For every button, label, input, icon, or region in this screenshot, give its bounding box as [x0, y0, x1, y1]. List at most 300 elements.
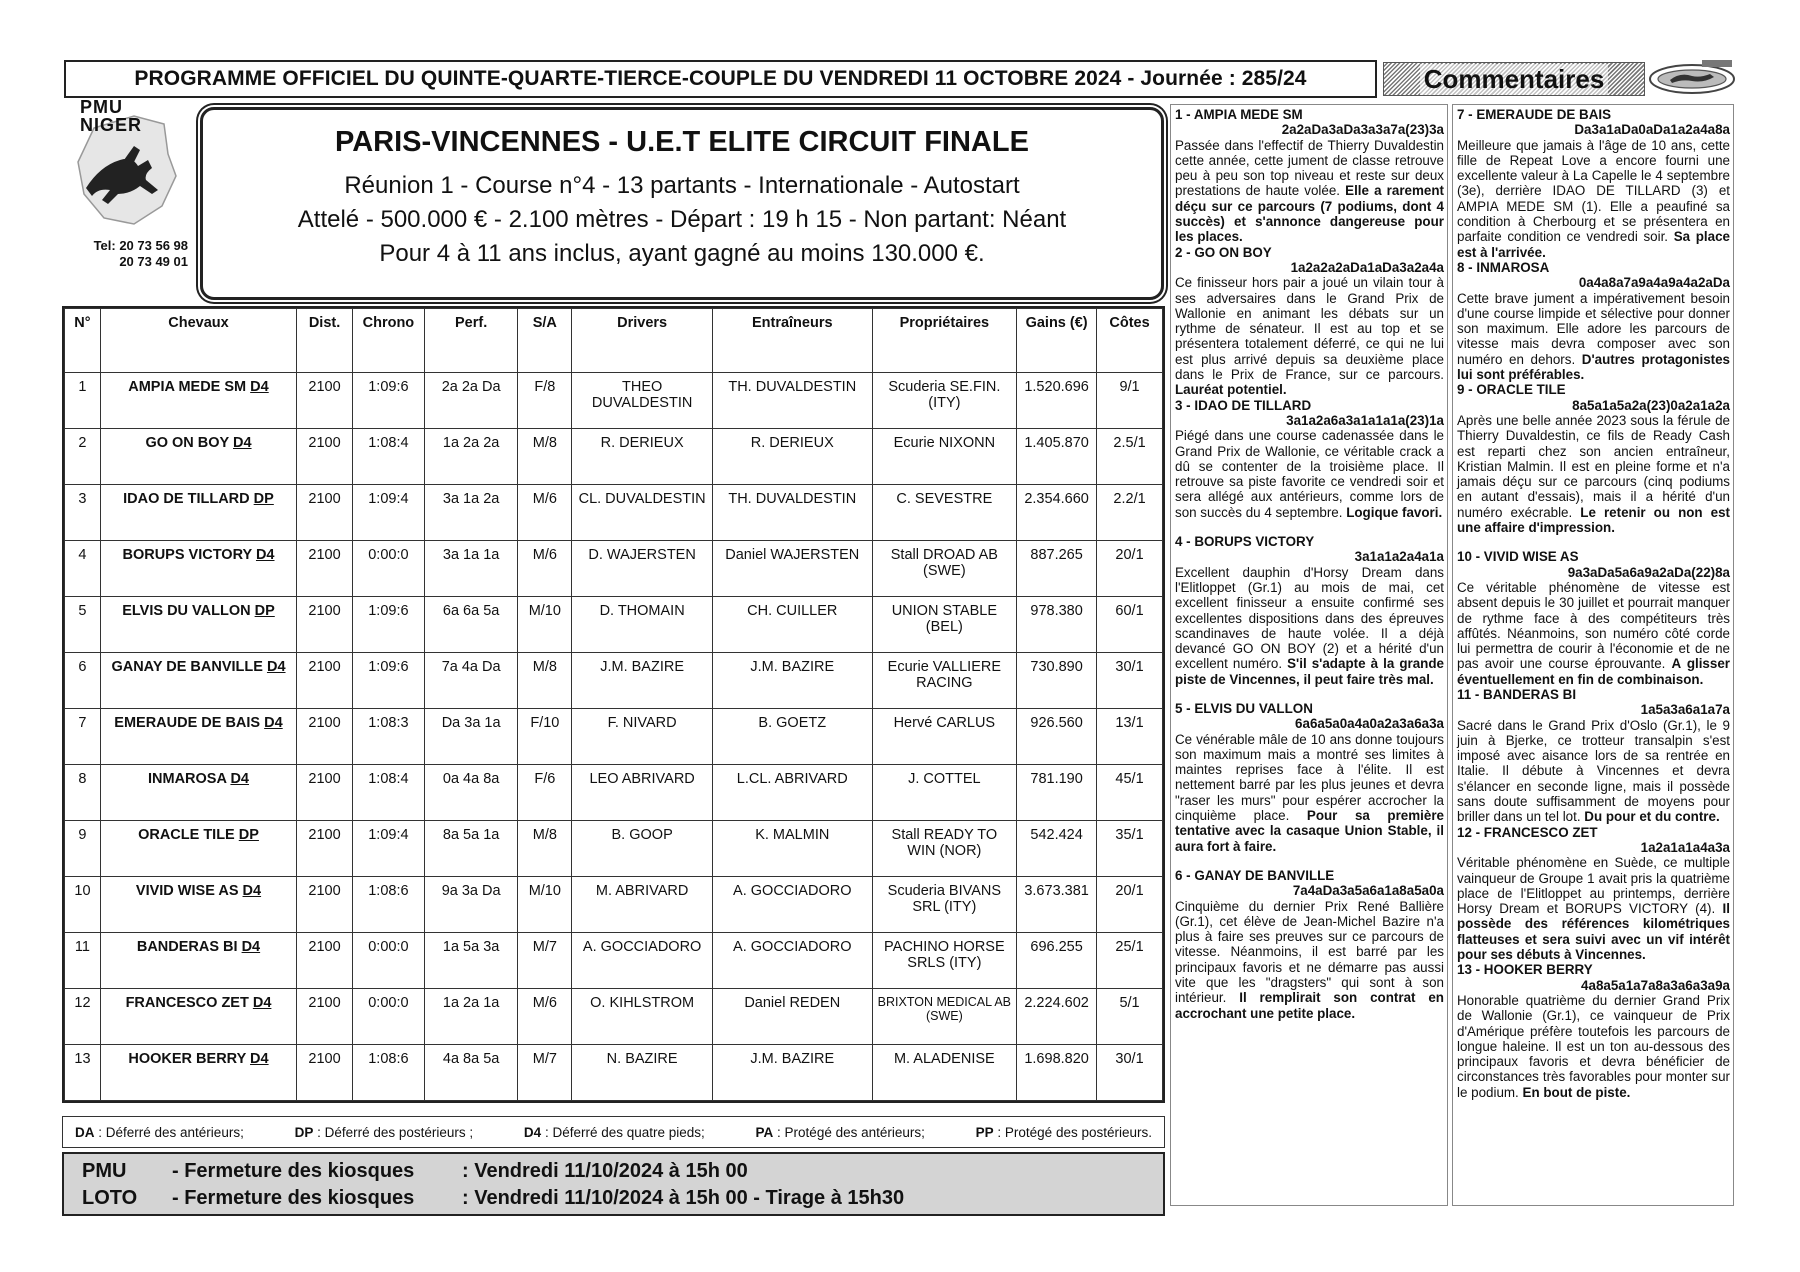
page-banner: PROGRAMME OFFICIEL DU QUINTE-QUARTE-TIERCE-COUPLE DU VENDREDI 11 OCTOBRE 2024 - Journée : 285/24	[64, 60, 1377, 98]
legend-item	[524, 1125, 705, 1140]
cell-perf: 8a 5a 1a	[424, 821, 518, 877]
horse-name: VIVID WISE AS	[135, 883, 239, 899]
table-row	[65, 765, 1163, 821]
cell-gains: 542.424	[1017, 821, 1097, 877]
cell-owner: PACHINO HORSE SRLS (ITY)	[872, 933, 1017, 989]
cell-cote: 2.5/1	[1097, 429, 1163, 485]
cell-driver: A. GOCCIADORO	[572, 933, 713, 989]
legend-bar	[62, 1116, 1165, 1148]
comment-body: Piégé dans une course cadenassée dans le Grand Prix de Wallonie, ce véritable crack a dû se contenter de la troisième place. Il retrouve sa piste favorite ce vendredi soir et sera allégé aux antérieurs, comme lors de son succès du 4 septembre.	[1175, 428, 1444, 520]
comment-form-code: 2a2aDa3aDa3a3a7a(23)3a	[1281, 122, 1444, 138]
cell-dist: 2100	[297, 821, 353, 877]
comment-entry	[1457, 549, 1730, 687]
cell-name	[100, 541, 296, 597]
cell-owner: Hervé CARLUS	[872, 709, 1017, 765]
cell-cote: 13/1	[1097, 709, 1163, 765]
comment-verdict: Sa place est à l'arrivée.	[1457, 229, 1730, 260]
column-header: Chevaux	[100, 309, 296, 373]
comments-title: Commentaires	[1420, 64, 1609, 95]
comment-text	[1457, 413, 1730, 535]
legend-text: : Déferré des antérieurs;	[94, 1124, 244, 1140]
cell-gains: 730.890	[1017, 653, 1097, 709]
cell-sa: M/8	[518, 821, 572, 877]
comment-entry	[1457, 260, 1730, 382]
cell-driver: CL. DUVALDESTIN	[572, 485, 713, 541]
cell-trainer: CH. CUILLER	[712, 597, 872, 653]
table-body	[65, 373, 1163, 1101]
pmu-horse-icon	[1646, 58, 1738, 96]
cell-owner: Scuderia SE.FIN. (ITY)	[872, 373, 1017, 429]
table-row	[65, 541, 1163, 597]
runners-table	[64, 308, 1163, 1101]
cell-sa: M/10	[518, 597, 572, 653]
cell-name	[100, 709, 296, 765]
cell-perf: 7a 4a Da	[424, 653, 518, 709]
comment-form-code: 6a6a5a0a4a0a2a3a6a3a	[1295, 716, 1444, 732]
cell-cote: 60/1	[1097, 597, 1163, 653]
comment-entry	[1175, 107, 1444, 245]
closing-times	[62, 1152, 1165, 1216]
cell-n: 5	[65, 597, 101, 653]
comment-form-code: Da3a1aDa0aDa1a2a4a8a	[1574, 122, 1730, 138]
table-row	[65, 373, 1163, 429]
cell-dist: 2100	[297, 1045, 353, 1101]
comment-entry	[1457, 107, 1730, 260]
cell-gains: 781.190	[1017, 765, 1097, 821]
cell-perf: Da 3a 1a	[424, 709, 518, 765]
comment-verdict: Logique favori.	[1346, 504, 1443, 520]
shoeing-code: D4	[242, 883, 262, 899]
comment-body: Après une belle année 2023 sous la férule de Thierry Duvaldestin, ce fils de Ready Cash est reparti chez son ancien entraîneur, Kristian Malmin. Il est en pleine forme et n'a jamais déçu sur ce parcours (cinq podiums en autant d'essais), mais il a hérité d'un numéro exécrable.	[1457, 412, 1730, 520]
closing-game: PMU	[82, 1160, 127, 1182]
closing-label: - Fermeture des kiosques	[172, 1160, 415, 1182]
cell-trainer: TH. DUVALDESTIN	[712, 485, 872, 541]
legend-code: D4	[523, 1124, 542, 1140]
cell-chrono: 1:08:3	[352, 709, 424, 765]
legend-code: PA	[755, 1124, 774, 1140]
cell-perf: 9a 3a Da	[424, 877, 518, 933]
cell-trainer: A. GOCCIADORO	[712, 877, 872, 933]
closing-label: - Fermeture des kiosques	[172, 1187, 415, 1209]
column-header: Perf.	[424, 309, 518, 373]
comment-body: Ce véritable phénomène de vitesse est absent depuis le 30 juillet et pourrait manquer de rythme face à des compétiteurs très affûtés. Néanmoins, son numéro côté corde lui permettra de courir à l'économie et de ne pas avoir une course éprouvante.	[1457, 579, 1730, 672]
comment-form-code: 1a2a2a2aDa1aDa3a2a4a	[1290, 259, 1444, 275]
cell-sa: M/6	[518, 485, 572, 541]
cell-chrono: 1:08:4	[352, 765, 424, 821]
comment-body: Cinquième du dernier Prix René Ballière (Gr.1), cet élève de Jean-Michel Bazire n'a plus à faire ses preuves sur ce parcours de vitesse. Néanmoins, il est barré par les principaux favoris et ne démarre pas aussi vite que les "dragsters" qui sont à son intérieur.	[1175, 898, 1444, 1006]
comment-text	[1175, 565, 1444, 687]
comment-form-code: 4a8a5a1a7a8a3a6a3a9a	[1581, 977, 1730, 993]
logo-text	[80, 98, 200, 134]
cell-dist: 2100	[297, 989, 353, 1045]
cell-cote: 20/1	[1097, 877, 1163, 933]
cell-perf: 3a 1a 2a	[424, 485, 518, 541]
legend-code: DA	[75, 1124, 95, 1140]
comment-body: Meilleure que jamais à l'âge de 10 ans, cette fille de Repeat Love a encore fourni une excellente valeur à La Capelle le 4 septembre (3e), derrière IDAO DE TILLARD (3) et AMPIA MEDE SM (1). Elle a peaufiné sa condition à Cherbourg et se présentera en parfaite condition ce vendredi soir.	[1457, 137, 1730, 245]
column-header: S/A	[518, 309, 572, 373]
cell-name	[100, 877, 296, 933]
cell-n: 12	[65, 989, 101, 1045]
table-row	[65, 877, 1163, 933]
cell-dist: 2100	[297, 877, 353, 933]
cell-n: 10	[65, 877, 101, 933]
legend-text: : Déferré des quatre pieds;	[541, 1124, 705, 1140]
comment-form-code: 1a2a1a1a4a3a	[1640, 839, 1730, 855]
cell-n: 9	[65, 821, 101, 877]
cell-cote: 25/1	[1097, 933, 1163, 989]
cell-trainer: A. GOCCIADORO	[712, 933, 872, 989]
cell-trainer: J.M. BAZIRE	[712, 1045, 872, 1101]
legend-text: : Protégé des postérieurs.	[993, 1124, 1152, 1140]
cell-dist: 2100	[297, 541, 353, 597]
cell-name	[100, 653, 296, 709]
comment-text	[1457, 855, 1730, 962]
shoeing-code: D4	[241, 939, 261, 955]
comment-horse: 10 - VIVID WISE AS	[1457, 549, 1579, 565]
horse-name: BANDERAS BI	[136, 939, 238, 955]
cell-driver: R. DERIEUX	[572, 429, 713, 485]
shoeing-code: D4	[266, 659, 286, 675]
closing-game: LOTO	[82, 1187, 138, 1209]
column-header: Côtes	[1097, 309, 1163, 373]
cell-name	[100, 989, 296, 1045]
shoeing-code: D4	[250, 379, 269, 395]
comment-body: Cette brave jument a impérativement besoin d'une course limpide et sélective pour donner son maximum. Elle adore les parcours de vitesse mais devra composer avec son numéro en dehors.	[1457, 290, 1730, 367]
cell-driver: N. BAZIRE	[572, 1045, 713, 1101]
cell-cote: 30/1	[1097, 653, 1163, 709]
cell-gains: 926.560	[1017, 709, 1097, 765]
closing-row	[82, 1185, 1163, 1212]
cell-owner: C. SEVESTRE	[872, 485, 1017, 541]
comment-horse: 9 - ORACLE TILE	[1457, 382, 1566, 398]
cell-gains: 887.265	[1017, 541, 1097, 597]
cell-sa: F/6	[518, 765, 572, 821]
comment-form-code: 7a4aDa3a5a6a1a8a5a0a	[1292, 883, 1444, 899]
comment-verdict: D'autres protagonistes lui sont préférables.	[1457, 351, 1730, 383]
comment-verdict: A glisser éventuellement en fin de combinaison.	[1457, 656, 1730, 687]
cell-dist: 2100	[297, 597, 353, 653]
cell-n: 3	[65, 485, 101, 541]
cell-perf: 4a 8a 5a	[424, 1045, 518, 1101]
cell-n: 2	[65, 429, 101, 485]
comment-horse: 3 - IDAO DE TILLARD	[1175, 397, 1312, 413]
cell-gains: 2.354.660	[1017, 485, 1097, 541]
comment-text	[1457, 138, 1730, 260]
cell-driver: D. WAJERSTEN	[572, 541, 713, 597]
shoeing-code: DP	[254, 603, 275, 619]
cell-cote: 20/1	[1097, 541, 1163, 597]
cell-perf: 0a 4a 8a	[424, 765, 518, 821]
comment-verdict: En bout de piste.	[1522, 1084, 1631, 1100]
cell-cote: 45/1	[1097, 765, 1163, 821]
cell-dist: 2100	[297, 653, 353, 709]
cell-chrono: 0:00:0	[352, 541, 424, 597]
cell-sa: M/8	[518, 429, 572, 485]
cell-driver: F. NIVARD	[572, 709, 713, 765]
race-title-box	[200, 107, 1164, 300]
column-header: Dist.	[297, 309, 353, 373]
comment-horse: 11 - BANDERAS BI	[1457, 686, 1577, 702]
horse-name: GO ON BOY	[145, 435, 229, 451]
comment-horse: 7 - EMERAUDE DE BAIS	[1457, 107, 1612, 122]
cell-gains: 696.255	[1017, 933, 1097, 989]
comment-horse: 2 - GO ON BOY	[1175, 244, 1272, 260]
comment-text	[1457, 580, 1730, 687]
table-row	[65, 485, 1163, 541]
table-row	[65, 709, 1163, 765]
cell-name	[100, 429, 296, 485]
cell-trainer: J.M. BAZIRE	[712, 653, 872, 709]
cell-perf: 2a 2a Da	[424, 373, 518, 429]
shoeing-code: D4	[252, 995, 272, 1011]
cell-n: 4	[65, 541, 101, 597]
table-row	[65, 653, 1163, 709]
comment-verdict: Le retenir ou non est une affaire d'impression.	[1457, 504, 1731, 536]
cell-name	[100, 597, 296, 653]
horse-name: INMAROSA	[148, 771, 227, 787]
horse-name: ELVIS DU VALLON	[122, 603, 251, 619]
cell-perf: 1a 5a 3a	[424, 933, 518, 989]
comment-form-code: 1a5a3a6a1a7a	[1640, 702, 1730, 718]
comment-entry	[1175, 398, 1444, 520]
closing-time: : Vendredi 11/10/2024 à 15h 00	[462, 1160, 748, 1182]
cell-cote: 35/1	[1097, 821, 1163, 877]
cell-sa: F/10	[518, 709, 572, 765]
spacer	[1175, 854, 1444, 868]
comment-verdict: Pour sa première tentative avec la casaque Union Stable, il aura fort à faire.	[1175, 808, 1444, 854]
table-row	[65, 597, 1163, 653]
cell-owner: Scuderia BIVANS SRL (ITY)	[872, 877, 1017, 933]
table-row	[65, 989, 1163, 1045]
legend-item	[75, 1125, 244, 1140]
cell-gains: 1.405.870	[1017, 429, 1097, 485]
comments-header	[1383, 62, 1645, 96]
cell-dist: 2100	[297, 709, 353, 765]
race-line-1: Réunion 1 - Course n°4 - 13 partants - Internationale - Autostart	[344, 172, 1020, 199]
horse-name: FRANCESCO ZET	[125, 995, 249, 1011]
cell-driver: LEO ABRIVARD	[572, 765, 713, 821]
cell-trainer: B. GOETZ	[712, 709, 872, 765]
table-row	[65, 1045, 1163, 1101]
comment-body: Excellent dauphin d'Horsy Dream dans l'Elitloppet (Gr.1) au mois de mai, cet excellent finisseur a ensuite confirmé ses excellentes dispositions dans des épreuves scandinaves de haute volée. Il a déjà devancé GO ON BOY (2) et a hérité d'un excellent numéro.	[1175, 564, 1444, 672]
comment-entry	[1457, 825, 1730, 963]
column-header: N°	[65, 309, 101, 373]
cell-perf: 6a 6a 5a	[424, 597, 518, 653]
cell-driver: THEO DUVALDESTIN	[572, 373, 713, 429]
comment-text	[1457, 718, 1730, 825]
comment-entry	[1175, 701, 1444, 854]
spacer	[1457, 535, 1730, 549]
cell-name	[100, 821, 296, 877]
comment-text	[1175, 899, 1444, 1021]
cell-perf: 1a 2a 2a	[424, 429, 518, 485]
phone-numbers	[78, 238, 188, 270]
comment-entry	[1175, 245, 1444, 398]
cell-cote: 2.2/1	[1097, 485, 1163, 541]
cell-owner: Ecurie NIXONN	[872, 429, 1017, 485]
comment-text	[1457, 993, 1730, 1100]
cell-driver: B. GOOP	[572, 821, 713, 877]
column-header: Entraîneurs	[712, 309, 872, 373]
legend-item	[756, 1125, 925, 1140]
comments-column-1	[1170, 104, 1448, 1206]
phone-line-1: Tel: 20 73 56 98	[93, 238, 188, 253]
comment-verdict: Il remplirait son contrat en accrochant une petite place.	[1175, 990, 1444, 1021]
cell-name	[100, 373, 296, 429]
cell-gains: 978.380	[1017, 597, 1097, 653]
cell-dist: 2100	[297, 485, 353, 541]
cell-owner: Ecurie VALLIERE RACING	[872, 653, 1017, 709]
legend-item	[976, 1125, 1152, 1140]
cell-owner: Stall READY TO WIN (NOR)	[872, 821, 1017, 877]
comment-body: Ce vénérable mâle de 10 ans donne toujours son maximum mais a montré ses limites à maintes reprises face à l'élite. Il est nettement barré par les plus jeunes et devra "raser les murs" pour espérer accrocher la cinquième place.	[1175, 731, 1444, 824]
legend-code: PP	[975, 1124, 994, 1140]
horse-name: BORUPS VICTORY	[122, 547, 252, 563]
cell-perf: 3a 1a 1a	[424, 541, 518, 597]
legend-code: DP	[294, 1124, 314, 1140]
legend-text: : Protégé des antérieurs;	[773, 1124, 925, 1140]
comment-entry	[1175, 534, 1444, 687]
cell-chrono: 1:08:6	[352, 877, 424, 933]
comment-text	[1457, 291, 1730, 383]
closing-time: : Vendredi 11/10/2024 à 15h 00 - Tirage à 15h30	[462, 1187, 905, 1209]
horse-name: AMPIA MEDE SM	[128, 379, 247, 395]
cell-owner: Stall DROAD AB (SWE)	[872, 541, 1017, 597]
cell-trainer: L.CL. ABRIVARD	[712, 765, 872, 821]
cell-sa: M/7	[518, 933, 572, 989]
cell-trainer: Daniel REDEN	[712, 989, 872, 1045]
table-row	[65, 821, 1163, 877]
cell-n: 7	[65, 709, 101, 765]
comment-body: Sacré dans le Grand Prix d'Oslo (Gr.1), le 9 juin à Bjerke, ce trotteur transalpin s'est imposé avec aisance lors de sa rentrée en Italie. Il débute à Vincennes et devra s'élancer en seconde ligne, mais il possède sans doute suffisamment de moyens pour briller dans un tel lot.	[1457, 717, 1730, 825]
comment-entry	[1175, 868, 1444, 1021]
comment-verdict: Lauréat potentiel.	[1175, 382, 1287, 398]
logo-label: PMU NIGER	[80, 97, 143, 135]
comment-form-code: 0a4a8a7a9a4a9a4a2aDa	[1578, 275, 1730, 291]
runners-table-wrap	[62, 306, 1165, 1103]
cell-trainer: TH. DUVALDESTIN	[712, 373, 872, 429]
column-header: Chrono	[352, 309, 424, 373]
comment-body: Honorable quatrième du dernier Grand Prix de Wallonie (Gr.1), ce vainqueur de Prix d'Amérique préfère toutefois les parcours de longue haleine. Il est un ton au-dessous des principaux favoris et devra bénéficier de circonstances très favorables pour monter sur le podium.	[1457, 992, 1730, 1100]
closing-row	[82, 1158, 1163, 1185]
legend-text: : Déferré des postérieurs ;	[313, 1124, 474, 1140]
spacer	[1175, 520, 1444, 534]
spacer	[1175, 687, 1444, 701]
table-header-row	[65, 309, 1163, 373]
cell-chrono: 1:09:6	[352, 597, 424, 653]
horse-name: HOOKER BERRY	[128, 1051, 247, 1067]
comment-horse: 5 - ELVIS DU VALLON	[1175, 700, 1313, 716]
shoeing-code: DP	[253, 491, 274, 507]
horse-name: ORACLE TILE	[138, 827, 235, 843]
column-header: Propriétaires	[872, 309, 1017, 373]
cell-dist: 2100	[297, 933, 353, 989]
comment-text	[1175, 732, 1444, 854]
comment-text	[1175, 275, 1444, 397]
cell-name	[100, 1045, 296, 1101]
cell-n: 6	[65, 653, 101, 709]
shoeing-code: D4	[255, 547, 275, 563]
comment-form-code: 8a5a1a5a2a(23)0a2a1a2a	[1572, 397, 1730, 413]
cell-owner: BRIXTON MEDICAL AB (SWE)	[872, 989, 1017, 1045]
comment-verdict: Il possède des références kilométriques flatteuses et sera suivi avec un vif intérêt pour ses débuts à Vincennes.	[1457, 901, 1730, 963]
cell-driver: O. KIHLSTROM	[572, 989, 713, 1045]
cell-trainer: Daniel WAJERSTEN	[712, 541, 872, 597]
cell-sa: F/8	[518, 373, 572, 429]
shoeing-code: D4	[233, 435, 252, 451]
cell-perf: 1a 2a 1a	[424, 989, 518, 1045]
comments-column-2	[1452, 104, 1734, 1206]
comment-entry	[1457, 687, 1730, 825]
comment-horse: 12 - FRANCESCO ZET	[1457, 824, 1598, 840]
cell-name	[100, 765, 296, 821]
cell-n: 11	[65, 933, 101, 989]
comment-body: Ce finisseur hors pair a joué un vilain tour à ses adversaires dans le Grand Prix de Wallonie en animant les débats sur un rythme de sénateur. Il est au top et se présentera totalement déferré, ce qui ne lui est plus arrivé depuis sa deuxième place dans le Prix de France, sur ce parcours.	[1175, 275, 1444, 383]
cell-sa: M/10	[518, 877, 572, 933]
comment-verdict: Elle a rarement déçu sur ce parcours (7 podiums, dont 4 succès) et s'annonce dangereuse pour les places.	[1175, 183, 1444, 245]
cell-owner: UNION STABLE (BEL)	[872, 597, 1017, 653]
cell-chrono: 0:00:0	[352, 989, 424, 1045]
cell-gains: 3.673.381	[1017, 877, 1097, 933]
horse-name: IDAO DE TILLARD	[123, 491, 250, 507]
race-line-2: Attelé - 500.000 € - 2.100 mètres - Départ : 19 h 15 - Non partant: Néant	[297, 206, 1067, 233]
comment-entry	[1457, 382, 1730, 535]
cell-sa: M/8	[518, 653, 572, 709]
cell-chrono: 0:00:0	[352, 933, 424, 989]
cell-dist: 2100	[297, 429, 353, 485]
cell-dist: 2100	[297, 373, 353, 429]
cell-chrono: 1:09:6	[352, 653, 424, 709]
cell-driver: M. ABRIVARD	[572, 877, 713, 933]
cell-gains: 1.520.696	[1017, 373, 1097, 429]
comment-verdict: S'il s'adapte à la grande piste de Vincennes, il peut faire très mal.	[1175, 656, 1444, 687]
cell-name	[100, 933, 296, 989]
shoeing-code: DP	[238, 827, 259, 843]
cell-sa: M/6	[518, 541, 572, 597]
cell-gains: 1.698.820	[1017, 1045, 1097, 1101]
cell-cote: 30/1	[1097, 1045, 1163, 1101]
cell-n: 13	[65, 1045, 101, 1101]
comment-horse: 8 - INMAROSA	[1457, 259, 1550, 275]
cell-dist: 2100	[297, 765, 353, 821]
table-row	[65, 429, 1163, 485]
cell-owner: M. ALADENISE	[872, 1045, 1017, 1101]
cell-chrono: 1:08:6	[352, 1045, 424, 1101]
cell-cote: 5/1	[1097, 989, 1163, 1045]
horse-name: EMERAUDE DE BAIS	[114, 715, 261, 731]
legend-item	[295, 1125, 474, 1140]
cell-chrono: 1:09:4	[352, 821, 424, 877]
comment-form-code: 3a1a2a6a3a1a1a1a(23)1a	[1286, 412, 1444, 428]
comment-horse: 1 - AMPIA MEDE SM	[1175, 107, 1303, 122]
cell-chrono: 1:09:4	[352, 485, 424, 541]
comment-form-code: 9a3aDa5a6a9a2aDa(22)8a	[1567, 564, 1730, 580]
cell-trainer: K. MALMIN	[712, 821, 872, 877]
phone-line-2: 20 73 49 01	[119, 254, 188, 269]
cell-cote: 9/1	[1097, 373, 1163, 429]
cell-sa: M/7	[518, 1045, 572, 1101]
comment-horse: 6 - GANAY DE BANVILLE	[1175, 867, 1335, 883]
cell-name	[100, 485, 296, 541]
comment-body: Véritable phénomène en Suède, ce multiple vainqueur de Groupe 1 avait pris la quatrième place de l'Elitloppet au printemps, derrière Horsy Dream et BORUPS VICTORY (4).	[1457, 855, 1730, 917]
comment-entry	[1457, 962, 1730, 1100]
comment-horse: 13 - HOOKER BERRY	[1457, 962, 1593, 978]
comment-verdict: Du pour et du contre.	[1584, 809, 1720, 825]
column-header: Drivers	[572, 309, 713, 373]
table-row	[65, 933, 1163, 989]
shoeing-code: D4	[250, 1051, 269, 1067]
comment-text	[1175, 428, 1444, 520]
